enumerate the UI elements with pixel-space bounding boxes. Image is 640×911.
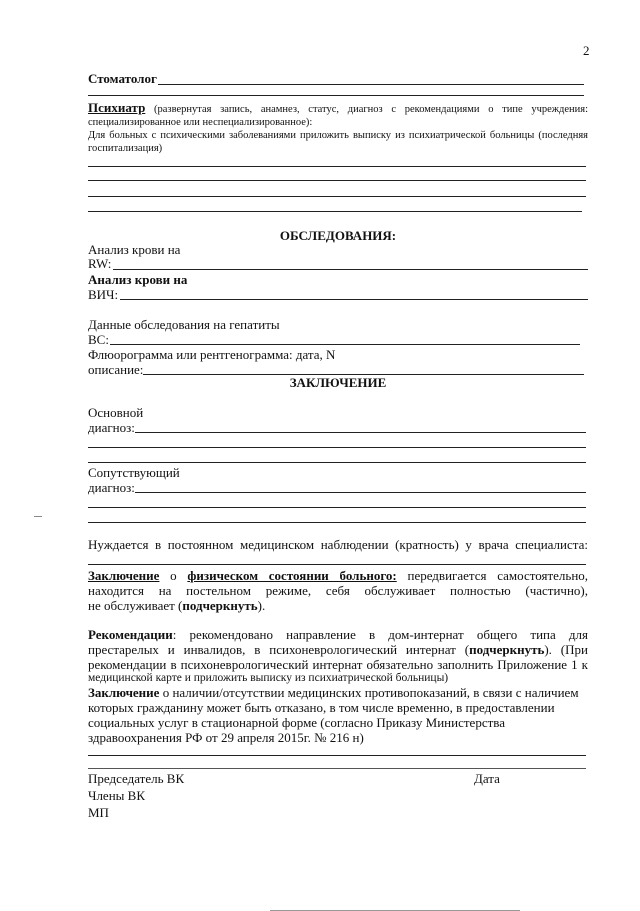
comorbid-diagnosis-label-2: диагноз:: [88, 480, 135, 495]
stomatolog-field-line-2[interactable]: [88, 95, 584, 96]
observation-text: Нуждается в постоянном медицинском наблюдении (кратность) у врача специалиста:: [88, 537, 588, 552]
psychiatrist-line-4[interactable]: [88, 211, 582, 212]
date-label: Дата: [474, 771, 500, 786]
recommendations-line-2a: престарелых и инвалидов, в психоневрологический интернат (: [88, 642, 470, 657]
main-diagnosis-label-1: Основной: [88, 405, 144, 420]
stomatolog-field-line[interactable]: [158, 84, 584, 85]
contraindications-block: [88, 685, 588, 745]
blood-rw-label-2: RW:: [88, 256, 112, 271]
contraindications-line-2: которых гражданину может быть отказано, в том числе временно, в предоставлении: [88, 700, 555, 715]
observation-field[interactable]: [88, 564, 586, 565]
contraindications-field-2[interactable]: [88, 768, 586, 769]
psychiatrist-line-2[interactable]: [88, 180, 586, 181]
psychiatrist-note-4: госпитализация): [88, 143, 163, 154]
physical-state-line-3a: не обслуживает (: [88, 598, 183, 613]
physical-state-rest-1: передвигается самостоятельно,: [407, 568, 589, 583]
blood-hiv-field[interactable]: [120, 299, 588, 300]
contraindications-line-4: здравоохранения РФ от 29 апреля 2015г. № 216 н): [88, 730, 364, 745]
comorbid-diagnosis-field-2[interactable]: [88, 507, 586, 508]
scan-mark-left: [34, 516, 42, 517]
contraindications-label: Заключение: [88, 685, 160, 700]
fluoro-label-2: описание:: [88, 362, 144, 377]
physical-state-bold: физическом состоянии больного:: [187, 568, 397, 583]
recommendations-block: [88, 627, 588, 685]
comorbid-diagnosis-field-3[interactable]: [88, 522, 586, 523]
blood-hiv-label-1: Анализ крови на: [88, 272, 188, 287]
blood-hiv-label-2: ВИЧ:: [88, 287, 119, 302]
psychiatrist-line-1[interactable]: [88, 166, 586, 167]
psychiatrist-block: [88, 101, 588, 155]
physical-state-label: Заключение: [88, 568, 160, 583]
exams-heading: ОБСЛЕДОВАНИЯ:: [279, 228, 397, 243]
hepatitis-label-1: Данные обследования на гепатиты: [88, 317, 280, 332]
chair-label: Председатель ВК: [88, 771, 185, 786]
main-diagnosis-label-2: диагноз:: [88, 420, 135, 435]
recommendations-line-4: медицинской карте и приложить выписку из психиатрической больницы): [88, 672, 449, 684]
psychiatrist-note-2: специализированное или неспециализированное):: [88, 117, 313, 128]
members-label: Члены ВК: [88, 788, 145, 803]
comorbid-diagnosis-label-1: Сопутствующий: [88, 465, 180, 480]
contraindications-field-1[interactable]: [88, 755, 586, 756]
recommendations-line-1: : рекомендовано направление в дом-интернат общего типа для: [172, 627, 588, 642]
recommendations-line-2c: ). (При: [544, 642, 588, 657]
recommendations-line-3: рекомендации в психоневрологический интернат обязательно заполнить Приложение 1 к: [88, 657, 588, 672]
contraindications-line-3: социальных услуг в стационарной форме (согласно Приказу Министерства: [88, 715, 506, 730]
physical-state-underline-hint: подчеркнуть: [182, 598, 258, 613]
psychiatrist-note-1: (развернутая запись, анамнез, статус, диагноз с рекомендациями о типе учреждения:: [154, 104, 589, 115]
physical-state-o: о: [170, 568, 177, 583]
fluoro-label-1: Флюорограмма или рентгенограмма: дата, N: [88, 347, 336, 362]
blood-rw-label-1: Анализ крови на: [88, 242, 181, 257]
contraindications-line-1: о наличии/отсутствии медицинских противопоказаний, в связи с наличием: [159, 685, 579, 700]
conclusion-heading: ЗАКЛЮЧЕНИЕ: [289, 375, 387, 390]
stamp-label: МП: [88, 805, 109, 820]
physical-state-line-3c: ).: [257, 598, 266, 613]
psychiatrist-note-3: Для больных с психическими заболеваниями приложить выписку из психиатрической больницы (последняя: [88, 130, 588, 141]
hepatitis-label-2: ВС:: [88, 332, 109, 347]
main-diagnosis-field-3[interactable]: [88, 462, 586, 463]
psychiatrist-label: Психиатр: [88, 100, 146, 115]
blood-rw-field[interactable]: [113, 269, 588, 270]
stomatolog-label: Стоматолог: [88, 71, 157, 86]
psychiatrist-line-3[interactable]: [88, 196, 586, 197]
recommendations-label: Рекомендации: [88, 627, 173, 642]
physical-state-block: [88, 568, 588, 613]
recommendations-underline-hint: подчеркнуть: [469, 642, 545, 657]
comorbid-diagnosis-field-1[interactable]: [135, 492, 586, 493]
main-diagnosis-field-1[interactable]: [135, 432, 586, 433]
main-diagnosis-field-2[interactable]: [88, 447, 586, 448]
page-number: 2: [583, 43, 590, 58]
hepatitis-field[interactable]: [110, 344, 580, 345]
physical-state-line-2: находится на постельном режиме, себя обслуживает полностью (частично),: [88, 583, 588, 598]
